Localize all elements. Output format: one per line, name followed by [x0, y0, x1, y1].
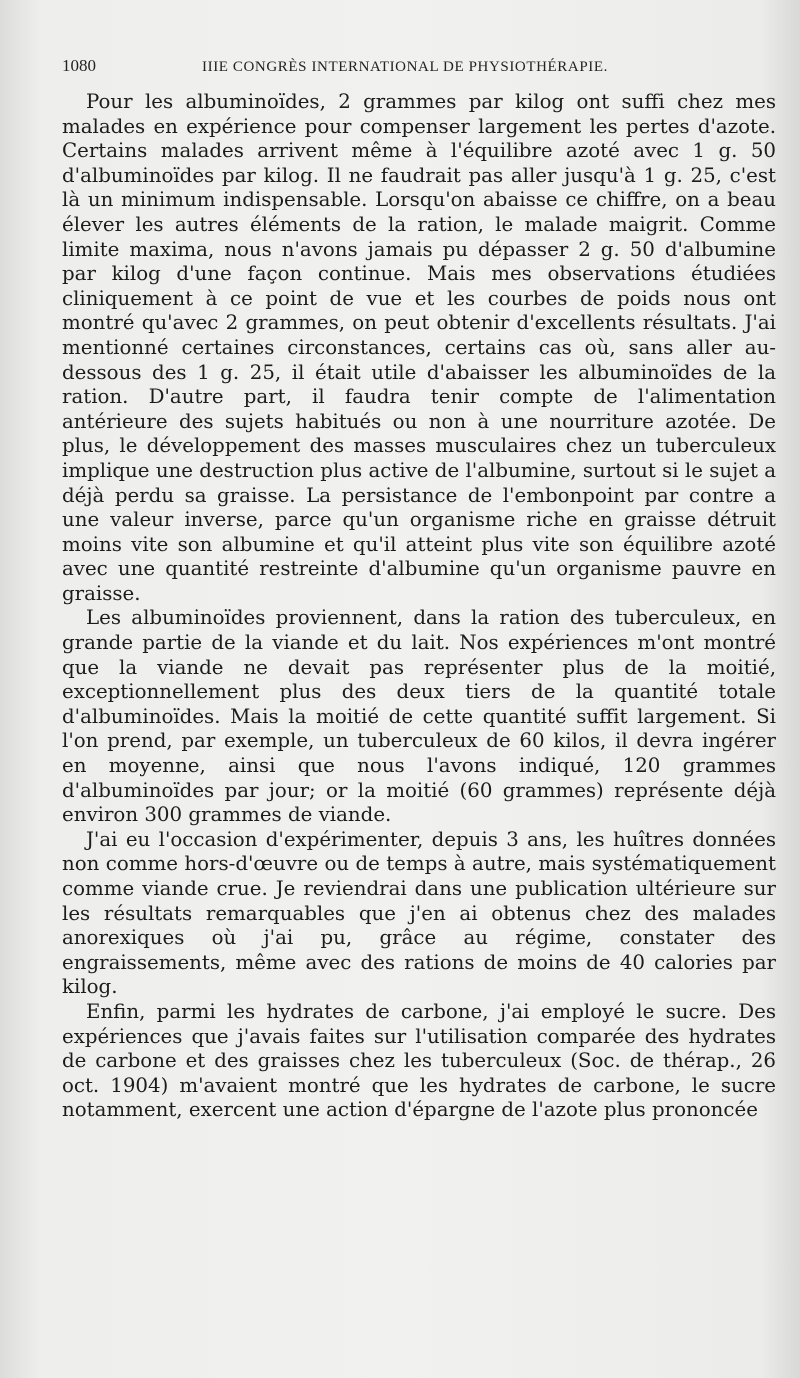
paragraph-huitres: J'ai eu l'occasion d'expérimenter, depuis 3 ans, les huîtres données non comme hors-d'œuvre ou de temps à autre, mais systématiquement comme viande crue. Je reviendrai dans une publication ultérieure sur les résultats remarquables que j'en ai obtenus chez des malades anorexiques où j'ai pu, grâce au régime, constater des engraissements, même avec des rations de moins de 40 calories par kilog.	[62, 827, 776, 999]
body-text	[62, 90, 776, 1123]
paragraph-hydrates-carbone: Enfin, parmi les hydrates de carbone, j'ai employé le sucre. Des expériences que j'avais faites sur l'utilisation comparée des hydrates de carbone et des graisses chez les tuberculeux (Soc. de thérap., 26 oct. 1904) m'avaient montré que les hydrates de carbone, le sucre notamment, exercent une action d'épargne de l'azote plus prononcée	[62, 999, 776, 1122]
page-number: 1080	[62, 56, 96, 75]
running-head	[62, 56, 776, 90]
running-head-title: IIIE CONGRÈS INTERNATIONAL DE PHYSIOTHÉRAPIE.	[202, 59, 608, 75]
paragraph-albuminoides-dose: Pour les albuminoïdes, 2 grammes par kilog ont suffi chez mes malades en expérience pour compenser largement les pertes d'azote. Certains malades arrivent même à l'équilibre azoté avec 1 g. 50 d'albuminoïdes par kilog. Il ne faudrait pas aller jusqu'à 1 g. 25, c'est là un minimum indispensable. Lorsqu'on abaisse ce chiffre, on a beau élever les autres éléments de la ration, le malade maigrit. Comme limite maxima, nous n'avons jamais pu dépasser 2 g. 50 d'albumine par kilog d'une façon continue. Mais mes observations étudiées cliniquement à ce point de vue et les courbes de poids nous ont montré qu'avec 2 grammes, on peut obtenir d'excellents résultats. J'ai mentionné certaines circonstances, certains cas où, sans aller au-dessous des 1 g. 25, il était utile d'abaisser les albuminoïdes de la ration. D'autre part, il faudra tenir compte de l'alimentation antérieure des sujets habitués ou non à une nourriture azotée. De plus, le développement des masses musculaires chez un tuberculeux implique une destruction plus active de l'albumine, surtout si le sujet a déjà perdu sa graisse. La persistance de l'embonpoint par contre a une valeur inverse, parce qu'un organisme riche en graisse détruit moins vite son albumine et qu'il atteint plus vite son équilibre azoté avec une quantité restreinte d'albumine qu'un organisme pauvre en graisse.	[62, 90, 776, 605]
paragraph-viande-lait: Les albuminoïdes proviennent, dans la ration des tuberculeux, en grande partie de la viande et du lait. Nos expériences m'ont montré que la viande ne devait pas représenter plus de la moitié, exceptionnellement plus des deux tiers de la quantité totale d'albuminoïdes. Mais la moitié de cette quantité suffit largement. Si l'on prend, par exemple, un tuberculeux de 60 kilos, il devra ingérer en moyenne, ainsi que nous l'avons indiqué, 120 grammes d'albuminoïdes par jour; or la moitié (60 grammes) représente déjà environ 300 grammes de viande.	[62, 606, 776, 827]
